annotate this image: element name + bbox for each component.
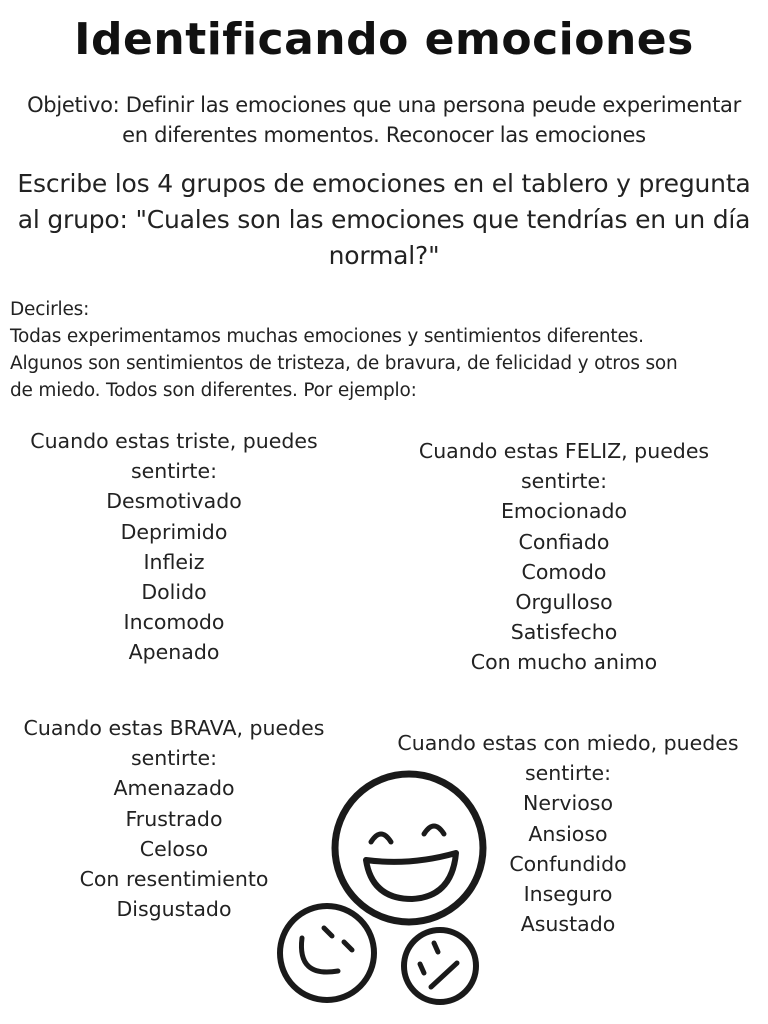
- list-item: Frustrado: [125, 806, 223, 831]
- list-item: Emocionado: [500, 499, 628, 524]
- emotion-list: [14, 486, 334, 667]
- angry-emotions-group: [6, 713, 342, 924]
- instruction-line-3: normal?": [328, 241, 440, 270]
- sad-emotions-group: [14, 426, 334, 668]
- list-item: Asustado: [520, 912, 616, 937]
- emotion-list: [400, 496, 728, 677]
- happy-emotions-group: [400, 436, 728, 678]
- list-item: Desmotivado: [106, 489, 242, 514]
- instruction-line-1: Escribe los 4 grupos de emociones en el tablero y pregunta: [17, 169, 751, 198]
- group-heading: Cuando estas FELIZ, puedes: [418, 439, 710, 463]
- list-item: Nervioso: [523, 791, 613, 816]
- list-item: Amenazado: [113, 776, 235, 801]
- page-title: Identificando emociones: [74, 14, 694, 65]
- list-item: Disgustado: [116, 897, 232, 922]
- group-heading-cont: sentirte:: [130, 746, 217, 771]
- list-item: Confiado: [518, 529, 610, 554]
- list-item: Con mucho animo: [470, 650, 658, 675]
- skeptical-face-icon: [404, 930, 476, 1002]
- group-heading-cont: sentirte:: [130, 459, 217, 484]
- script-label: Decirles:: [10, 299, 90, 320]
- fear-emotions-group: [388, 728, 748, 939]
- objective-line-1: Objetivo: Definir las emociones que una persona peude experimentar: [27, 93, 741, 117]
- list-item: Comodo: [521, 559, 607, 584]
- script-line-1: Todas experimentamos muchas emociones y sentimientos diferentes.: [10, 326, 644, 347]
- list-item: Celoso: [139, 836, 209, 861]
- list-item: Inseguro: [523, 882, 613, 907]
- emotion-list: [6, 773, 342, 924]
- list-item: Infleiz: [143, 549, 205, 574]
- script-line-2: Algunos son sentimientos de tristeza, de bravura, de felicidad y otros son: [10, 353, 678, 374]
- group-heading-cont: sentirte:: [520, 469, 607, 494]
- teacher-script: [10, 296, 760, 404]
- list-item: Apenado: [128, 640, 220, 665]
- emotion-list: [388, 788, 748, 939]
- group-heading-cont: sentirte:: [524, 761, 611, 786]
- list-item: Deprimido: [120, 519, 228, 544]
- list-item: Con resentimiento: [79, 867, 269, 892]
- script-line-3: de miedo. Todos son diferentes. Por ejemplo:: [10, 380, 417, 401]
- group-heading: Cuando estas triste, puedes: [30, 429, 318, 453]
- objective-line-2: en diferentes momentos. Reconocer las emociones: [122, 123, 646, 147]
- list-item: Dolido: [141, 580, 207, 605]
- objective-text: [0, 90, 768, 150]
- list-item: Incomodo: [123, 610, 225, 635]
- list-item: Orgulloso: [515, 590, 613, 615]
- instruction-text: [0, 166, 768, 274]
- list-item: Ansioso: [528, 821, 608, 846]
- group-heading: Cuando estas BRAVA, puedes: [23, 716, 325, 740]
- group-heading: Cuando estas con miedo, puedes: [397, 731, 739, 755]
- instruction-line-2: al grupo: "Cuales son las emociones que tendrías en un día: [17, 205, 751, 234]
- list-item: Satisfecho: [510, 620, 618, 645]
- list-item: Confundido: [509, 851, 627, 876]
